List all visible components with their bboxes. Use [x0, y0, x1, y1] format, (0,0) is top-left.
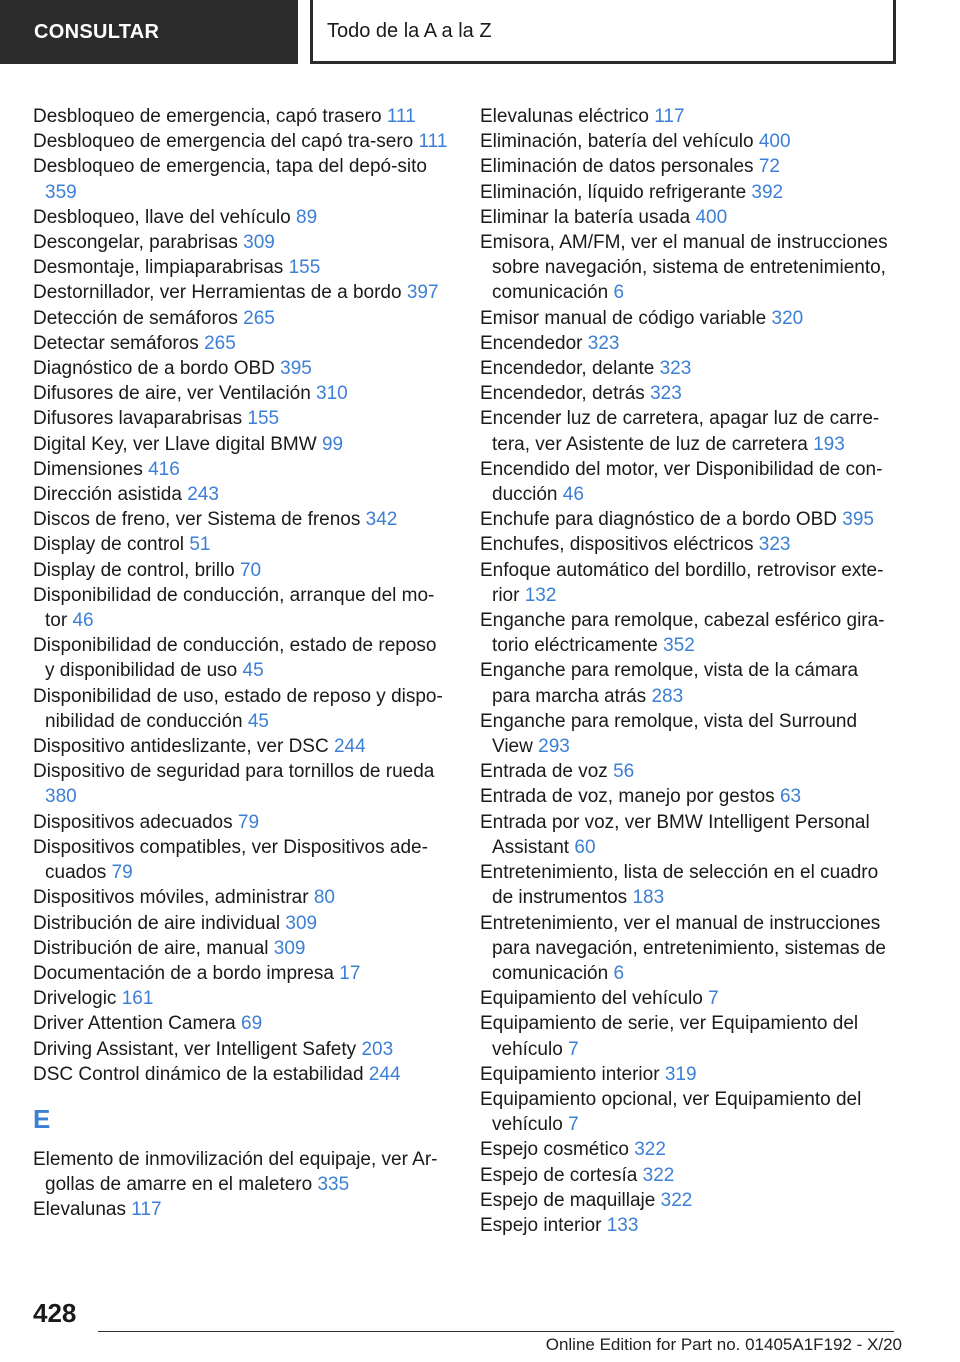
index-term: Entrada por voz, ver BMW Intelligent Personal Assistant [480, 811, 870, 858]
footer-edition: Online Edition for Part no. 01405A1F192 - X/20 [545, 1335, 902, 1354]
index-term: Dispositivo de seguridad para tornillos de rueda [33, 761, 435, 783]
page-reference-link[interactable]: 380 [45, 786, 77, 808]
index-term: Entrada de voz [480, 761, 608, 783]
page-reference-link[interactable]: 359 [45, 181, 77, 203]
page-reference-link[interactable]: 183 [632, 887, 665, 909]
index-entry [33, 482, 451, 507]
index-term: Difusores lavaparabrisas [33, 408, 243, 430]
index-entry [33, 356, 451, 381]
index-entry [33, 154, 451, 204]
page-reference-link[interactable]: 193 [813, 433, 845, 455]
index-column-right [480, 104, 900, 1238]
index-entry [480, 608, 900, 658]
index-term: Difusores de aire, ver Ventilación [33, 383, 311, 405]
index-entry [480, 658, 900, 708]
index-term: Equipamiento interior [480, 1063, 660, 1085]
index-entry [480, 1137, 900, 1162]
page-reference-link[interactable]: 400 [695, 206, 728, 228]
page-reference-link[interactable]: 79 [237, 811, 260, 833]
index-term: Eliminar la batería usada [480, 206, 691, 228]
index-entry [480, 230, 900, 306]
index-term: Driver Attention Camera [33, 1013, 236, 1035]
index-entry [33, 1037, 451, 1062]
index-entry [33, 432, 451, 457]
page-reference-link[interactable]: 323 [650, 383, 682, 405]
index-term: Documentación de a bordo impresa [33, 962, 335, 984]
index-entry [480, 507, 900, 532]
index-entry [33, 205, 451, 230]
index-entry [480, 759, 900, 784]
index-list-e-continued [480, 104, 900, 1238]
index-entry [480, 154, 900, 179]
page-reference-link[interactable]: 352 [663, 635, 695, 657]
footer-divider [98, 1331, 894, 1332]
index-term: Entretenimiento, lista de selección en el cuadro de instrumentos [480, 862, 879, 909]
index-term: Elevalunas [33, 1199, 126, 1221]
page-reference-link[interactable]: 161 [121, 988, 154, 1010]
page-reference-link[interactable]: 6 [613, 962, 625, 984]
page-reference-link[interactable]: 79 [111, 862, 133, 884]
page-reference-link[interactable]: 111 [418, 131, 448, 153]
page-reference-link[interactable]: 309 [273, 937, 306, 959]
page-reference-link[interactable]: 6 [613, 282, 625, 304]
index-term: Desbloqueo, llave del vehículo [33, 206, 291, 228]
index-entry [33, 684, 451, 734]
index-term: Desbloqueo de emergencia, capó trasero [33, 106, 382, 127]
index-entry [33, 558, 451, 583]
page-reference-link[interactable]: 335 [317, 1174, 350, 1196]
index-term: Espejo interior [480, 1214, 602, 1236]
page-reference-link[interactable]: 395 [842, 509, 874, 531]
index-entry [480, 860, 900, 910]
page-reference-link[interactable]: 99 [321, 433, 344, 455]
index-term: Dimensiones [33, 458, 143, 480]
index-entry [33, 280, 451, 305]
index-term: Disponibilidad de conducción, estado de reposo y disponibilidad de uso [33, 635, 437, 682]
index-term: Espejo de cortesía [480, 1164, 638, 1186]
index-entry [33, 457, 451, 482]
page-reference-link[interactable]: 46 [562, 484, 584, 506]
index-entry [480, 709, 900, 759]
page-reference-link[interactable]: 203 [361, 1038, 394, 1060]
index-entry [33, 406, 451, 431]
page-reference-link[interactable]: 395 [280, 358, 312, 380]
page-reference-link[interactable]: 323 [587, 332, 620, 354]
index-entry [33, 583, 451, 633]
index-entry [33, 255, 451, 280]
index-term: Enfoque automático del bordillo, retrovisor exte-rior [480, 559, 884, 606]
index-term: Dirección asistida [33, 484, 182, 506]
index-term: Encender luz de carretera, apagar luz de carre-tera, ver Asistente de luz de carretera [480, 408, 880, 455]
index-term: Enganche para remolque, cabezal esférico gira-torio eléctricamente [480, 610, 885, 657]
index-entry [33, 961, 451, 986]
index-term: Descongelar, parabrisas [33, 232, 238, 254]
page-header [0, 0, 960, 66]
index-list-d [33, 104, 451, 1087]
index-term: Destornillador, ver Herramientas de a bordo [33, 282, 402, 304]
index-term: Display de control, brillo [33, 559, 235, 581]
index-term: Encendedor [480, 332, 583, 354]
page-reference-link[interactable]: 45 [242, 660, 264, 682]
index-entry [480, 129, 900, 154]
index-entry [33, 1062, 451, 1087]
index-term: Diagnóstico de a bordo OBD [33, 358, 275, 380]
index-term: Dispositivo antideslizante, ver DSC [33, 736, 329, 758]
index-term: Driving Assistant, ver Intelligent Safety [33, 1038, 357, 1060]
index-term: Drivelogic [33, 988, 117, 1010]
index-term: Desmontaje, limpiaparabrisas [33, 257, 284, 279]
page-reference-link[interactable]: 7 [568, 1114, 579, 1136]
index-entry [33, 835, 451, 885]
page-reference-link[interactable]: 7 [708, 988, 719, 1010]
index-entry [480, 381, 900, 406]
page-reference-link[interactable]: 320 [771, 307, 804, 329]
index-term: Dispositivos móviles, administrar [33, 887, 309, 909]
index-term: Eliminación, batería del vehículo [480, 131, 754, 153]
index-entry [33, 1011, 451, 1036]
page-reference-link[interactable]: 293 [538, 736, 570, 758]
index-entry [480, 784, 900, 809]
index-entry [480, 180, 900, 205]
index-entry [480, 1087, 900, 1137]
page-reference-link[interactable]: 319 [664, 1063, 697, 1085]
index-entry [33, 1147, 451, 1197]
page-reference-link[interactable]: 322 [660, 1189, 693, 1211]
index-entry [33, 507, 451, 532]
index-entry [480, 986, 900, 1011]
index-letter-heading: E [33, 1103, 51, 1134]
index-term: Equipamiento del vehículo [480, 988, 703, 1010]
page-reference-link[interactable]: 117 [654, 106, 685, 127]
index-term: Desbloqueo de emergencia, tapa del depó-sito [33, 156, 427, 178]
page-reference-link[interactable]: 80 [313, 887, 335, 909]
page-reference-link[interactable]: 132 [524, 584, 557, 606]
page-reference-link[interactable]: 265 [204, 332, 236, 354]
page-number: 428 [33, 1298, 77, 1328]
index-entry [33, 306, 451, 331]
index-term: DSC Control dinámico de la estabilidad [33, 1063, 364, 1085]
index-term: Eliminación, líquido refrigerante [480, 181, 747, 203]
index-entry [33, 986, 451, 1011]
page-reference-link[interactable]: 56 [613, 761, 635, 783]
index-term: Distribución de aire individual [33, 912, 281, 934]
page-reference-link[interactable]: 70 [239, 559, 262, 581]
page-reference-link[interactable]: 283 [651, 685, 684, 707]
page-reference-link[interactable]: 323 [659, 358, 692, 380]
page-reference-link[interactable]: 342 [365, 509, 398, 531]
index-term: Encendido del motor, ver Disponibilidad de con-ducción [480, 458, 883, 506]
index-entry [33, 230, 451, 255]
page-reference-link[interactable]: 155 [288, 257, 321, 279]
page-reference-link[interactable]: 309 [243, 232, 275, 254]
index-term: Dispositivos adecuados [33, 811, 233, 833]
index-entry [33, 633, 451, 683]
index-term: Enganche para remolque, vista del Surround View [480, 710, 858, 758]
index-entry [33, 1197, 451, 1222]
index-entry [480, 104, 900, 129]
index-entry [480, 1188, 900, 1213]
page-reference-link[interactable]: 63 [779, 786, 802, 808]
index-entry [480, 1011, 900, 1061]
index-term: Display de control [33, 534, 185, 556]
page-reference-link[interactable]: 72 [758, 156, 780, 178]
page-reference-link[interactable]: 60 [574, 836, 596, 858]
index-term: Entrada de voz, manejo por gestos [480, 786, 775, 808]
page-reference-link[interactable]: 45 [247, 710, 269, 732]
index-term: Espejo de maquillaje [480, 1189, 656, 1211]
page-reference-link[interactable]: 69 [241, 1013, 263, 1035]
index-entry [480, 1062, 900, 1087]
index-entry [33, 129, 451, 154]
page-reference-link[interactable]: 397 [406, 282, 439, 304]
index-entry [480, 558, 900, 608]
page-reference-link[interactable]: 7 [568, 1038, 579, 1060]
page-reference-link[interactable]: 244 [333, 736, 366, 758]
index-term: Detección de semáforos [33, 307, 238, 329]
page-reference-link[interactable]: 322 [634, 1139, 666, 1161]
index-term: Espejo cosmético [480, 1139, 629, 1161]
page-reference-link[interactable]: 400 [758, 131, 791, 153]
index-term: Emisora, AM/FM, ver el manual de instrucciones sobre navegación, sistema de entretenimiento, comunicación [480, 232, 888, 304]
index-entry [33, 936, 451, 961]
index-term: Enchufes, dispositivos eléctricos [480, 534, 754, 556]
page-reference-link[interactable]: 17 [339, 962, 361, 984]
index-term: Entretenimiento, ver el manual de instrucciones para navegación, entretenimiento, sistemas de comunicación [480, 912, 886, 984]
index-entry [33, 759, 451, 809]
index-term: Equipamiento de serie, ver Equipamiento del vehículo [480, 1013, 859, 1060]
index-term: Elevalunas eléctrico [480, 106, 649, 127]
index-entry [480, 457, 900, 507]
index-term: Desbloqueo de emergencia del capó tra-sero [33, 131, 414, 153]
chapter-title: Todo de la A a la Z [310, 0, 896, 64]
index-term: Disponibilidad de uso, estado de reposo y dispo-nibilidad de conducción [33, 685, 443, 732]
section-tab: CONSULTAR [0, 0, 298, 64]
index-entry [33, 810, 451, 835]
index-term: Disponibilidad de conducción, arranque del mo-tor [33, 584, 435, 632]
index-list-e [33, 1147, 451, 1223]
index-entry [480, 331, 900, 356]
index-entry [33, 911, 451, 936]
index-entry [480, 810, 900, 860]
page-reference-link[interactable]: 322 [642, 1164, 675, 1186]
index-term: Discos de freno, ver Sistema de frenos [33, 509, 361, 531]
page-reference-link[interactable]: 243 [187, 484, 219, 506]
page-reference-link[interactable]: 46 [72, 610, 94, 632]
index-term: Enganche para remolque, vista de la cámara para marcha atrás [480, 660, 859, 707]
index-entry [480, 532, 900, 557]
index-term: Eliminación de datos personales [480, 156, 754, 178]
page-reference-link[interactable]: 323 [758, 534, 791, 556]
index-entry [33, 532, 451, 557]
page-reference-link[interactable]: 309 [285, 912, 318, 934]
page-reference-link[interactable]: 111 [386, 106, 416, 127]
index-entry [480, 356, 900, 381]
index-term: Enchufe para diagnóstico de a bordo OBD [480, 509, 838, 531]
index-column-left [33, 104, 451, 1223]
index-term: Dispositivos compatibles, ver Dispositivos ade-cuados [33, 836, 428, 884]
page-reference-link[interactable]: 133 [606, 1214, 639, 1236]
index-entry [480, 1163, 900, 1188]
index-entry [480, 1213, 900, 1238]
page-reference-link[interactable]: 89 [296, 206, 318, 228]
index-term: Equipamiento opcional, ver Equipamiento del vehículo [480, 1088, 862, 1136]
index-entry [33, 331, 451, 356]
page-reference-link[interactable]: 392 [751, 181, 784, 203]
index-entry [480, 406, 900, 456]
index-entry [480, 205, 900, 230]
index-entry [33, 734, 451, 759]
index-entry [480, 911, 900, 987]
index-entry [33, 885, 451, 910]
page-reference-link[interactable]: 265 [243, 307, 275, 329]
index-entry [33, 381, 451, 406]
page-reference-link[interactable]: 244 [368, 1063, 401, 1085]
index-term: Encendedor, delante [480, 358, 655, 380]
index-entry [480, 306, 900, 331]
page-reference-link[interactable]: 155 [247, 408, 280, 430]
page-reference-link[interactable]: 51 [189, 534, 211, 556]
index-term: Elemento de inmovilización del equipaje, ver Ar-gollas de amarre en el maletero [33, 1148, 438, 1196]
page-reference-link[interactable]: 117 [131, 1199, 162, 1221]
index-term: Emisor manual de código variable [480, 307, 767, 329]
page-reference-link[interactable]: 310 [316, 383, 348, 405]
index-term: Distribución de aire, manual [33, 937, 269, 959]
index-term: Digital Key, ver Llave digital BMW [33, 433, 317, 455]
page-reference-link[interactable]: 416 [148, 458, 180, 480]
index-entry [33, 104, 451, 129]
index-term: Detectar semáforos [33, 332, 199, 354]
index-term: Encendedor, detrás [480, 383, 645, 405]
